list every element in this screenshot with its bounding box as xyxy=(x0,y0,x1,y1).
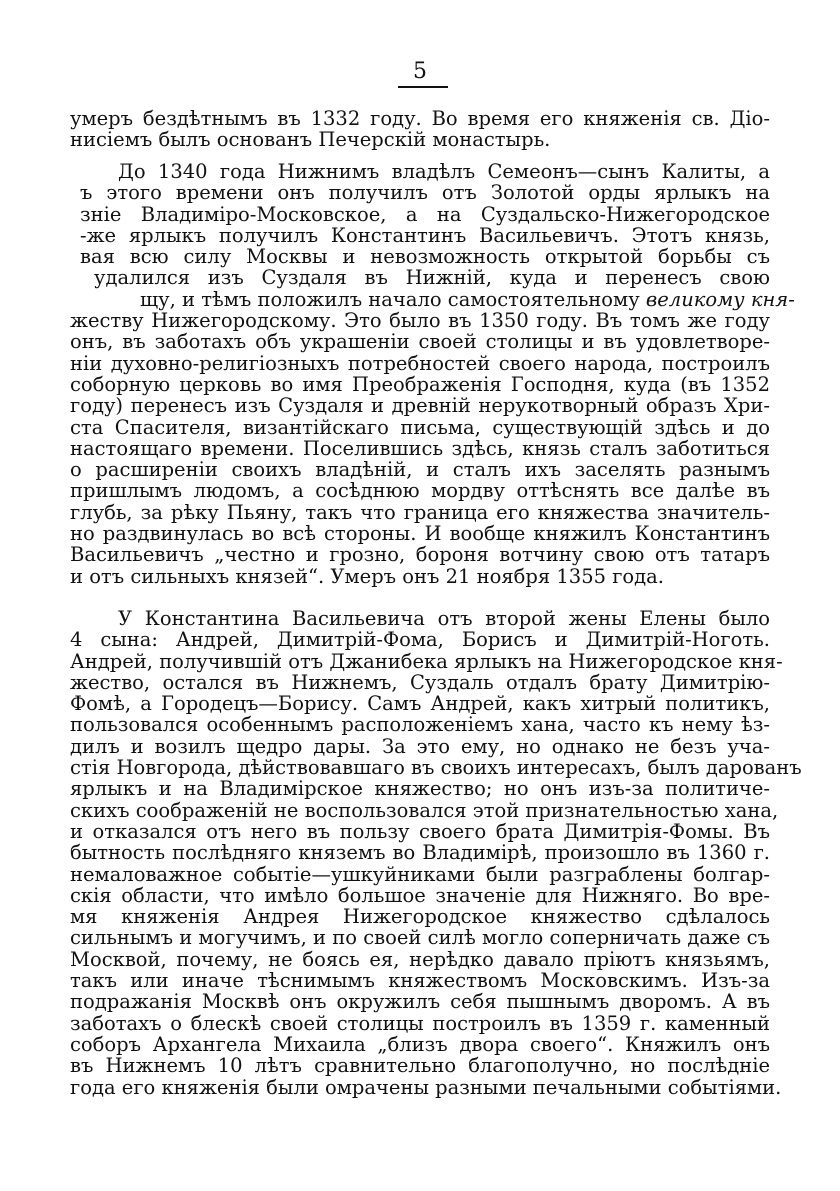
text-line: скія области, что имѣло большое значеніе для Нижняго. Во вре- xyxy=(70,883,770,907)
text-line: нисіемъ былъ основанъ Печерскій монастырь. xyxy=(70,128,551,152)
text-line: сильнымъ и могучимъ, и по своей силѣ могло соперничать даже съ xyxy=(70,926,770,950)
text-line: и отказался отъ него въ пользу своего брата Димитрія-Фомы. Въ xyxy=(70,819,770,843)
text-line: ста Спасителя, византійскаго письма, существующій здѣсь и до xyxy=(70,415,770,439)
text-line: о расширеніи своихъ владѣній, и сталъ ихъ заселять разнымъ xyxy=(70,458,770,482)
paragraph-3 xyxy=(70,607,802,1099)
text-line: Фомѣ, а Городецъ—Борису. Самъ Андрей, какъ хитрый политикъ, xyxy=(70,692,770,716)
text-line: жество, остался въ Нижнемъ, Суздаль отдалъ брату Димитрію- xyxy=(70,670,770,694)
paragraph-2 xyxy=(70,160,795,588)
paragraph-1 xyxy=(70,108,770,151)
text-line: пользовался особеннымъ расположеніемъ хана, часто къ нему ѣз- xyxy=(70,713,770,737)
text-line: стія Новгорода, дѣйствовавшаго въ своихъ интересахъ, былъ дарованъ xyxy=(70,756,802,780)
text-line: пришлымъ людомъ, а сосѣднюю мордву оттѣснять все далѣе въ xyxy=(70,479,770,503)
text-line: подражанія Москвѣ онъ окружилъ себя пышнымъ дворомъ. А въ xyxy=(70,990,770,1014)
text-line: мя княженія Андрея Нижегородское княжество сдѣлалось xyxy=(70,905,770,929)
text-line: онъ, въ заботахъ объ украшеніи своей столицы и въ удовлетворе- xyxy=(70,330,770,354)
text-line: дилъ и возилъ щедро дары. За это ему, но однако не безъ уча- xyxy=(70,734,770,758)
text-line: бытность послѣдняго княземъ во Владимірѣ, произошло въ 1360 г. xyxy=(70,841,770,865)
text-line: Андрей, получившій отъ Джанибека ярлыкъ на Нижегородское кня- xyxy=(70,649,783,673)
text-line: умеръ бездѣтнымъ въ 1332 году. Во время его княженія св. Діо- xyxy=(70,107,770,130)
text-line: ъ этого времени онъ получилъ отъ Золотой орды ярлыкъ на xyxy=(80,181,770,205)
text-line: жеству Нижегородскому. Это было въ 1350 году. Въ томъ же году xyxy=(70,309,770,333)
text-line-roman: щу, и тѣмъ положилъ начало самостоятельному xyxy=(140,287,640,311)
text-line: ніи духовно-религіозныхъ потребностей своего народа, построилъ xyxy=(70,351,770,375)
text-line: заботахъ о блескѣ своей столицы построилъ въ 1359 г. каменный xyxy=(70,1011,770,1035)
text-line-italic: великому кня- xyxy=(645,287,795,311)
text-line: ярлыкъ и на Владимірское княжество; но онъ изъ-за политиче- xyxy=(70,777,770,801)
text-line: вая всю силу Москвы и невозможность открытой борьбы съ xyxy=(80,245,770,269)
text-line: года его княженія были омрачены разными печальными событіями. xyxy=(70,1075,782,1099)
text-line: Васильевичъ „честно и грозно, бороня вотчину свою отъ татаръ xyxy=(70,543,770,567)
text-line: соборъ Архангела Михаила „близъ двора своего“. Княжилъ онъ xyxy=(70,1032,770,1056)
text-line: скихъ соображеній не воспользовался этой признательностью хана, xyxy=(70,798,779,822)
page-number-rule xyxy=(398,86,448,88)
text-line: -же ярлыкъ получилъ Константинъ Васильевичъ. Этотъ князь, xyxy=(80,223,770,247)
text-line: настоящаго времени. Поселившись здѣсь, князь сталъ заботиться xyxy=(70,436,770,460)
page-number: 5 xyxy=(413,59,427,84)
text-line: зніе Владиміро-Московское, а на Суздальско-Нижегородское xyxy=(80,202,770,226)
text-line: немаловажное событіе—ушкуйниками были разграблены болгар- xyxy=(70,862,770,886)
text-line: соборную церковь во имя Преображенія Господня, куда (въ 1352 xyxy=(70,372,770,396)
text-line: До 1340 года Нижнимъ владѣлъ Семеонъ—сынъ Калиты, а xyxy=(118,160,770,183)
text-line xyxy=(70,287,795,311)
text-line: и отъ сильныхъ князей“. Умеръ онъ 21 ноября 1355 года. xyxy=(70,564,665,588)
text-line: въ Нижнемъ 10 лѣтъ сравнительно благополучно, но послѣдніе xyxy=(70,1054,770,1078)
text-line: 4 сына: Андрей, Димитрій-Фома, Борисъ и Димитрій-Ноготь. xyxy=(70,628,770,652)
text-line: такъ или иначе тѣснимымъ княжествомъ Московскимъ. Изъ-за xyxy=(70,969,770,993)
text-line: глубь, за рѣку Пьяну, такъ что граница его княжества значитель- xyxy=(70,500,770,524)
text-line: году) перенесъ изъ Суздаля и древній нерукотворный образъ Хри- xyxy=(70,394,770,418)
text-line: удалился изъ Суздаля въ Нижній, куда и перенесъ свою xyxy=(94,266,770,290)
text-line: У Константина Васильевича отъ второй жены Елены было xyxy=(118,607,770,630)
text-line: но раздвинулась во всѣ стороны. И вообще княжилъ Константинъ xyxy=(70,522,770,546)
text-line: Москвой, почему, не боясь ея, нерѣдко давало пріютъ князьямъ, xyxy=(70,947,770,971)
